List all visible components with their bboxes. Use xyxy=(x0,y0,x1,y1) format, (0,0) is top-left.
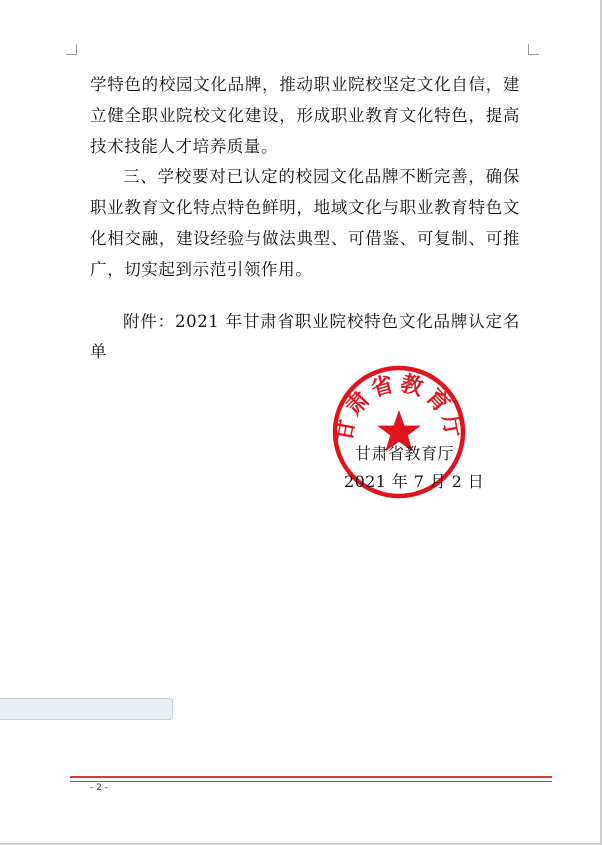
margin-corner-top-left xyxy=(66,44,77,55)
collapsed-panel-tab[interactable] xyxy=(0,698,173,720)
page-number: - 2 - xyxy=(90,783,108,793)
footer-rule-thin xyxy=(70,781,552,782)
margin-corner-top-right xyxy=(528,44,539,55)
seal-text: 甘肃省教育厅 xyxy=(331,370,467,444)
signature-date: 2021 年 7 月 2 日 xyxy=(344,472,485,491)
paragraph-1: 学特色的校园文化品牌，推动职业院校坚定文化自信，建立健全职业院校文化建设，形成职业教育文化特色，提高技术技能人才培养质量。 xyxy=(90,75,520,156)
document-body xyxy=(90,70,520,368)
footer-rule-thick xyxy=(70,776,552,778)
paragraph-2: 三、学校要对已认定的校园文化品牌不断完善，确保职业教育文化特点特色鲜明，地域文化与职业教育特色文化相交融，建设经验与做法典型、可借鉴、可复制、可推广，切实起到示范引领作用。 xyxy=(90,167,520,279)
signature-org: 甘肃省教育厅 xyxy=(355,444,455,463)
attachment-line: 附件：2021 年甘肃省职业院校特色文化品牌认定名单 xyxy=(90,311,520,362)
